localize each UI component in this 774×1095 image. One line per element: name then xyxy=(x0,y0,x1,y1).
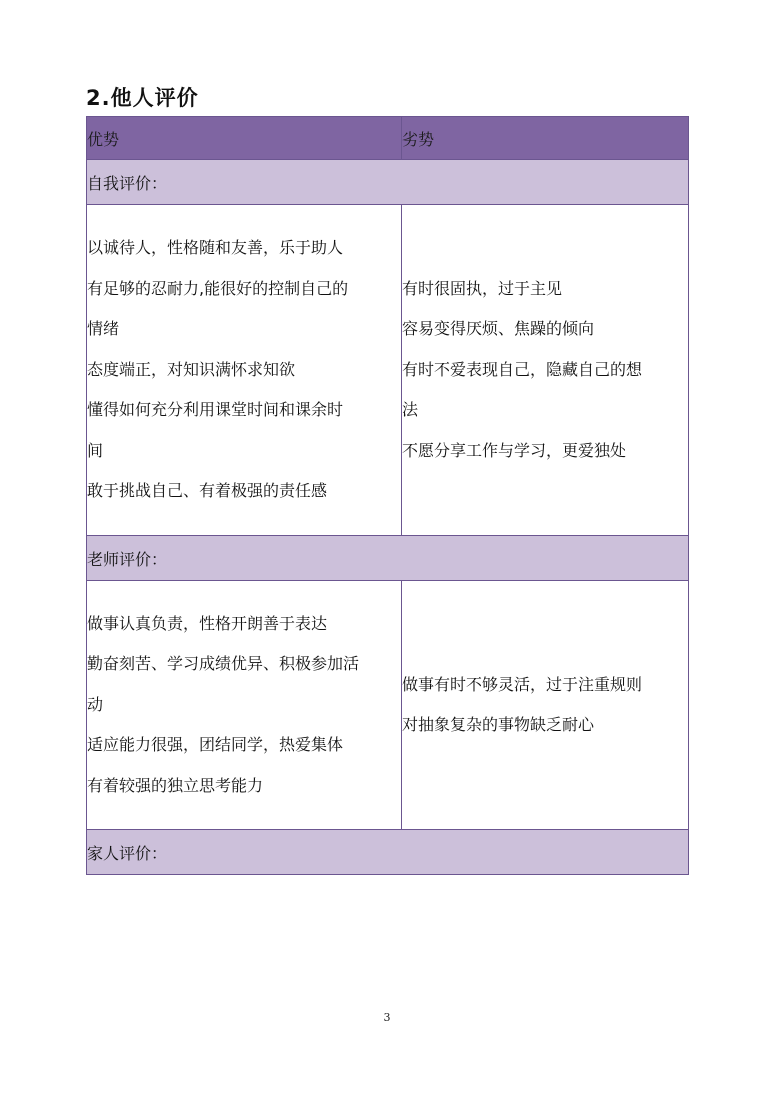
teacher-advantages-cell xyxy=(87,581,402,830)
page-number: 3 xyxy=(383,1011,391,1024)
list-item: 对抽象复杂的事物缺乏耐心 xyxy=(402,715,595,734)
list-item: 有足够的忍耐力,能很好的控制自己的 xyxy=(87,278,349,298)
list-item: 间 xyxy=(87,440,104,460)
teacher-disadvantages-cell xyxy=(402,581,689,830)
self-disadvantages-cell xyxy=(402,205,689,536)
family-evaluation-label: 家人评价： xyxy=(87,830,689,875)
list-item: 做事有时不够灵活，过于注重规则 xyxy=(402,674,643,694)
teacher-evaluation-label-row xyxy=(87,536,689,581)
teacher-disadvantages-list xyxy=(402,665,688,746)
list-item: 敢于挑战自己、有着极强的责任感 xyxy=(87,481,328,501)
list-item: 有时很固执，过于主见 xyxy=(402,278,563,298)
list-item: 懂得如何充分利用课堂时间和课余时 xyxy=(87,400,344,420)
section-title: 2.他人评价 xyxy=(86,86,199,110)
list-item: 情绪 xyxy=(87,319,120,339)
list-item: 法 xyxy=(402,400,419,420)
teacher-evaluation-label: 老师评价： xyxy=(87,536,689,581)
family-evaluation-label-row xyxy=(87,830,689,875)
list-item: 有着较强的独立思考能力 xyxy=(87,775,264,795)
list-item: 有时不爱表现自己，隐藏自己的想 xyxy=(402,359,643,379)
list-item: 做事认真负责，性格开朗善于表达 xyxy=(87,613,328,633)
self-advantages-list xyxy=(87,228,401,512)
list-item: 不愿分享工作与学习，更爱独处 xyxy=(402,440,627,460)
self-disadvantages-list xyxy=(402,269,688,472)
header-advantages: 优势 xyxy=(87,117,402,160)
list-item: 以诚待人，性格随和友善，乐于助人 xyxy=(87,238,344,258)
list-item: 容易变得厌烦、焦躁的倾向 xyxy=(402,319,595,339)
self-evaluation-label: 自我评价： xyxy=(87,160,689,205)
list-item: 适应能力很强，团结同学，热爱集体 xyxy=(87,735,344,755)
self-evaluation-content-row xyxy=(87,205,689,536)
self-advantages-cell xyxy=(87,205,402,536)
self-evaluation-label-row xyxy=(87,160,689,205)
teacher-advantages-list xyxy=(87,604,401,807)
header-disadvantages: 劣势 xyxy=(402,117,689,160)
evaluation-table xyxy=(86,116,689,875)
table-header-row xyxy=(87,117,689,160)
teacher-evaluation-content-row xyxy=(87,581,689,830)
list-item: 勤奋刻苦、学习成绩优异、积极参加活 xyxy=(87,654,360,674)
list-item: 态度端正，对知识满怀求知欲 xyxy=(87,359,296,379)
list-item: 动 xyxy=(87,694,104,714)
